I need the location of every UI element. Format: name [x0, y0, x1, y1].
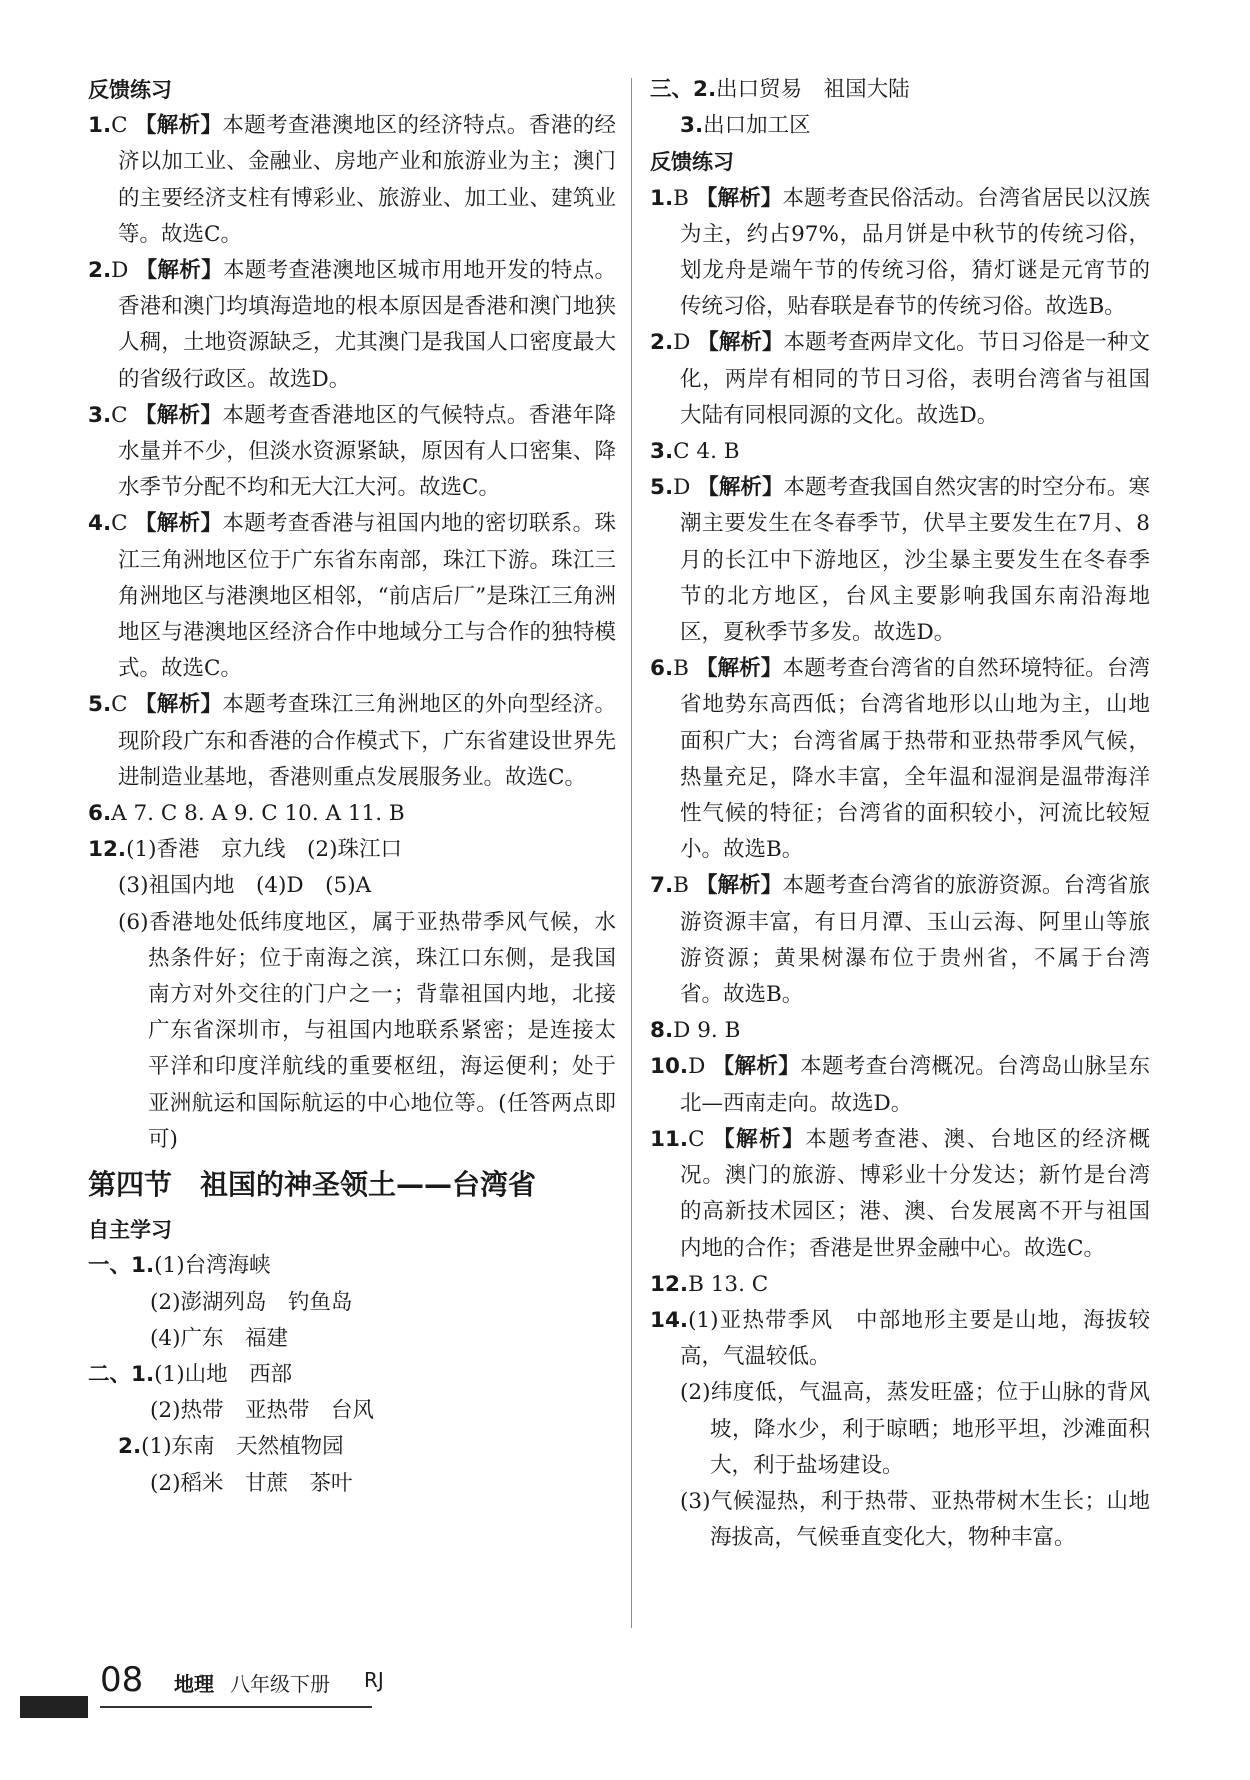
answer-item	[650, 181, 1150, 326]
answer-text: 本题考查香港与祖国内地的密切联系。珠江三角洲地区位于广东省东南部，珠江下游。珠江三角洲地区与港澳地区相邻，“前店后厂”是珠江三角洲地区与港澳地区经济合作中地域分工与合作的独特模式。故选C。	[118, 511, 616, 682]
answer-text: (1)台湾海峡	[154, 1253, 271, 1279]
answer-text: 4. B	[689, 439, 740, 465]
answer-subline: (2)澎湖列岛 钓鱼岛	[150, 1289, 353, 1315]
answer-choice: C	[111, 113, 128, 139]
column-divider	[631, 78, 632, 1628]
answer-item	[650, 1013, 1150, 1049]
answer-item	[650, 470, 1150, 651]
answer-text: (1)东南 天然植物园	[141, 1434, 344, 1460]
answer-number: 5.	[88, 692, 112, 718]
answer-subline: (4)广东 福建	[150, 1325, 288, 1351]
answer-choice: C	[673, 439, 690, 465]
analysis-tag: 【解析】	[697, 330, 784, 356]
answer-number: 5.	[650, 475, 674, 501]
answer-subline: (3)祖国内地 (4)D (5)A	[118, 873, 372, 899]
answer-text: 本题考查台湾概况。台湾岛山脉呈东北—西南走向。故选D。	[680, 1054, 1150, 1116]
answer-choice: D	[673, 475, 691, 501]
page-footer	[20, 1660, 420, 1720]
footer-subject: 地理	[174, 1672, 214, 1696]
answer-choice: B	[673, 656, 689, 682]
analysis-tag: 【解析】	[134, 511, 223, 537]
page-number: 08	[100, 1660, 144, 1700]
answer-number: 6.	[88, 801, 112, 827]
answer-item	[88, 687, 616, 796]
answer-text: 本题考查港、澳、台地区的经济概况。澳门的旅游、博彩业十分发达；新竹是台湾的高新技术园区；港、澳、台发展离不开与祖国内地的合作；香港是世界金融中心。故选C。	[680, 1126, 1150, 1261]
answer-item	[88, 832, 616, 868]
answer-text: 7. C 8. A 9. C 10. A 11. B	[126, 801, 405, 827]
answer-item	[650, 434, 1150, 470]
footer-edition: RJ	[364, 1668, 384, 1692]
answer-item	[650, 1303, 1150, 1375]
section-title: 第四节 祖国的神圣领土——台湾省	[88, 1168, 537, 1202]
answer-subline: (6)香港地处低纬度地区，属于亚热带季风气候，水热条件好；位于南海之滨，珠江口东侧，是我国南方对外交往的门户之一；背靠祖国内地，北接广东省深圳市，与祖国内地联系紧密；是连接太平洋和印度洋航线的重要枢纽，海运便利；处于亚洲航运和国际航运的中心地位等。(任答两点即可)	[118, 909, 616, 1152]
answer-subline: (2)纬度低，气温高，蒸发旺盛；位于山脉的背风坡，降水少，利于晾晒；地形平坦，沙滩面积大，利于盐场建设。	[680, 1380, 1150, 1478]
answer-choice: D	[673, 1018, 691, 1044]
answer-item	[650, 651, 1150, 868]
answer-text: (1)山地 西部	[154, 1361, 293, 1387]
answer-number: 三、2.	[650, 77, 717, 102]
answer-subline: (3)气候湿热，利于热带、亚热带树木生长；山地海拔高，气候垂直变化大，物种丰富。	[680, 1488, 1150, 1551]
answer-number: 2.	[650, 330, 674, 356]
answer-text: 本题考查台湾省的自然环境特征。台湾省地势东高西低；台湾省地形以山地为主，山地面积广大；台湾省属于热带和亚热带季风气候，热量充足，降水丰富，全年温和湿润是温带海洋性气候的特征；台湾省的面积较小，河流比较短小。故选B。	[680, 656, 1150, 863]
answer-choice: B	[673, 185, 689, 211]
answer-number: 10.	[650, 1054, 689, 1080]
answer-number: 4.	[88, 511, 112, 537]
answer-text: 本题考查港澳地区城市用地开发的特点。香港和澳门均填海造地的根本原因是香港和澳门地狭人稠，土地资源缺乏，尤其澳门是我国人口密度最大的省级行政区。故选D。	[118, 258, 616, 392]
answer-text: 本题考查我国自然灾害的时空分布。寒潮主要发生在冬春季节，伏旱主要发生在7月、8月的长江中下游地区，沙尘暴主要发生在冬春季节的北方地区，台风主要影响我国东南沿海地区，夏秋季节多发。故选D。	[680, 475, 1150, 646]
answer-choice: C	[111, 511, 128, 537]
answer-choice: C	[111, 402, 128, 428]
answer-number: 8.	[650, 1018, 674, 1044]
answer-text: (1)亚热带季风 中部地形主要是山地，海拔较高，气温较低。	[680, 1307, 1150, 1370]
answer-choice: D	[688, 1054, 706, 1080]
section-heading: 反馈练习	[650, 150, 734, 175]
answer-choice: A	[111, 801, 127, 827]
section-heading: 自主学习	[88, 1218, 172, 1243]
answer-choice: C	[111, 692, 128, 718]
analysis-tag: 【解析】	[695, 656, 783, 682]
analysis-tag: 【解析】	[135, 258, 223, 284]
answer-text: 本题考查民俗活动。台湾省居民以汉族为主，约占97%，品月饼是中秋节的传统习俗，划龙舟是端午节的传统习俗，猜灯谜是元宵节的传统习俗，贴春联是春节的传统习俗。故选B。	[680, 185, 1150, 320]
answer-item	[88, 1357, 616, 1393]
answer-number: 3.	[650, 439, 674, 465]
answer-text: 出口贸易 祖国大陆	[716, 77, 910, 102]
answer-number: 1.	[88, 113, 112, 139]
answer-item	[88, 506, 616, 687]
answer-text: 本题考查珠江三角洲地区的外向型经济。现阶段广东和香港的合作模式下，广东省建设世界先进制造业基地，香港则重点发展服务业。故选C。	[118, 692, 616, 790]
answer-number: 14.	[650, 1307, 689, 1333]
answer-text: (1)香港 京九线 (2)珠江口	[126, 837, 403, 863]
answer-text: 13. C	[703, 1271, 769, 1297]
analysis-tag: 【解析】	[712, 1126, 806, 1152]
answer-text: 本题考查港澳地区的经济特点。香港的经济以加工业、金融业、房地产业和旅游业为主；澳门的主要经济支柱有博彩业、旅游业、加工业、建筑业等。故选C。	[118, 113, 616, 247]
answer-item	[88, 253, 616, 398]
answer-number: 2.	[118, 1434, 142, 1460]
left-column	[88, 72, 616, 1502]
answer-item	[88, 796, 616, 832]
answer-item	[88, 1248, 616, 1284]
answer-item	[650, 72, 1150, 108]
analysis-tag: 【解析】	[134, 402, 223, 428]
answer-choice: B	[673, 873, 689, 899]
answer-text: 本题考查香港地区的气候特点。香港年降水量并不少，但淡水资源紧缺，原因有人口密集、降水季节分配不均和无大江大河。故选C。	[118, 402, 616, 501]
answer-item	[650, 868, 1150, 1013]
answer-subline: (2)稻米 甘蔗 茶叶	[150, 1470, 353, 1496]
answer-item	[650, 325, 1150, 434]
answer-item	[650, 1122, 1150, 1267]
analysis-tag: 【解析】	[695, 185, 783, 211]
answer-number: 2.	[88, 258, 112, 284]
answer-number: 3.	[680, 113, 704, 139]
answer-text: 出口加工区	[703, 113, 811, 139]
answer-item	[650, 1049, 1150, 1121]
answer-choice: B	[688, 1271, 704, 1297]
answer-subline: (2)热带 亚热带 台风	[150, 1398, 374, 1424]
answer-item	[88, 398, 616, 507]
answer-number: 7.	[650, 873, 674, 899]
answer-number: 6.	[650, 656, 674, 682]
answer-text: 9. B	[690, 1018, 741, 1044]
analysis-tag: 【解析】	[695, 873, 783, 899]
answer-choice: D	[111, 258, 129, 284]
answer-number: 3.	[88, 402, 112, 428]
section-heading: 反馈练习	[88, 78, 172, 102]
footer-grade: 八年级下册	[230, 1672, 330, 1696]
answer-number: 12.	[650, 1271, 689, 1297]
analysis-tag: 【解析】	[134, 113, 223, 139]
answer-text: 本题考查两岸文化。节日习俗是一种文化，两岸有相同的节日习俗，表明台湾省与祖国大陆有同根同源的文化。故选D。	[680, 330, 1150, 428]
answer-item	[650, 108, 1150, 144]
right-column	[650, 72, 1150, 1556]
footer-bar	[20, 1696, 88, 1718]
answer-number: 12.	[88, 837, 127, 863]
answer-number: 11.	[650, 1126, 689, 1152]
analysis-tag: 【解析】	[697, 475, 784, 501]
answer-item	[650, 1267, 1150, 1303]
answer-number: 二、1.	[88, 1361, 155, 1387]
analysis-tag: 【解析】	[712, 1054, 801, 1080]
answer-item	[88, 1429, 616, 1465]
answer-choice: D	[673, 330, 691, 356]
answer-number: 一、1.	[88, 1253, 155, 1279]
answer-item	[88, 108, 616, 253]
answer-choice: C	[688, 1126, 705, 1152]
answer-text: 本题考查台湾省的旅游资源。台湾省旅游资源丰富，有日月潭、玉山云海、阿里山等旅游资源；黄果树瀑布位于贵州省，不属于台湾省。故选B。	[680, 873, 1150, 1008]
footer-rule	[100, 1706, 372, 1708]
answer-number: 1.	[650, 185, 674, 211]
analysis-tag: 【解析】	[134, 692, 223, 718]
